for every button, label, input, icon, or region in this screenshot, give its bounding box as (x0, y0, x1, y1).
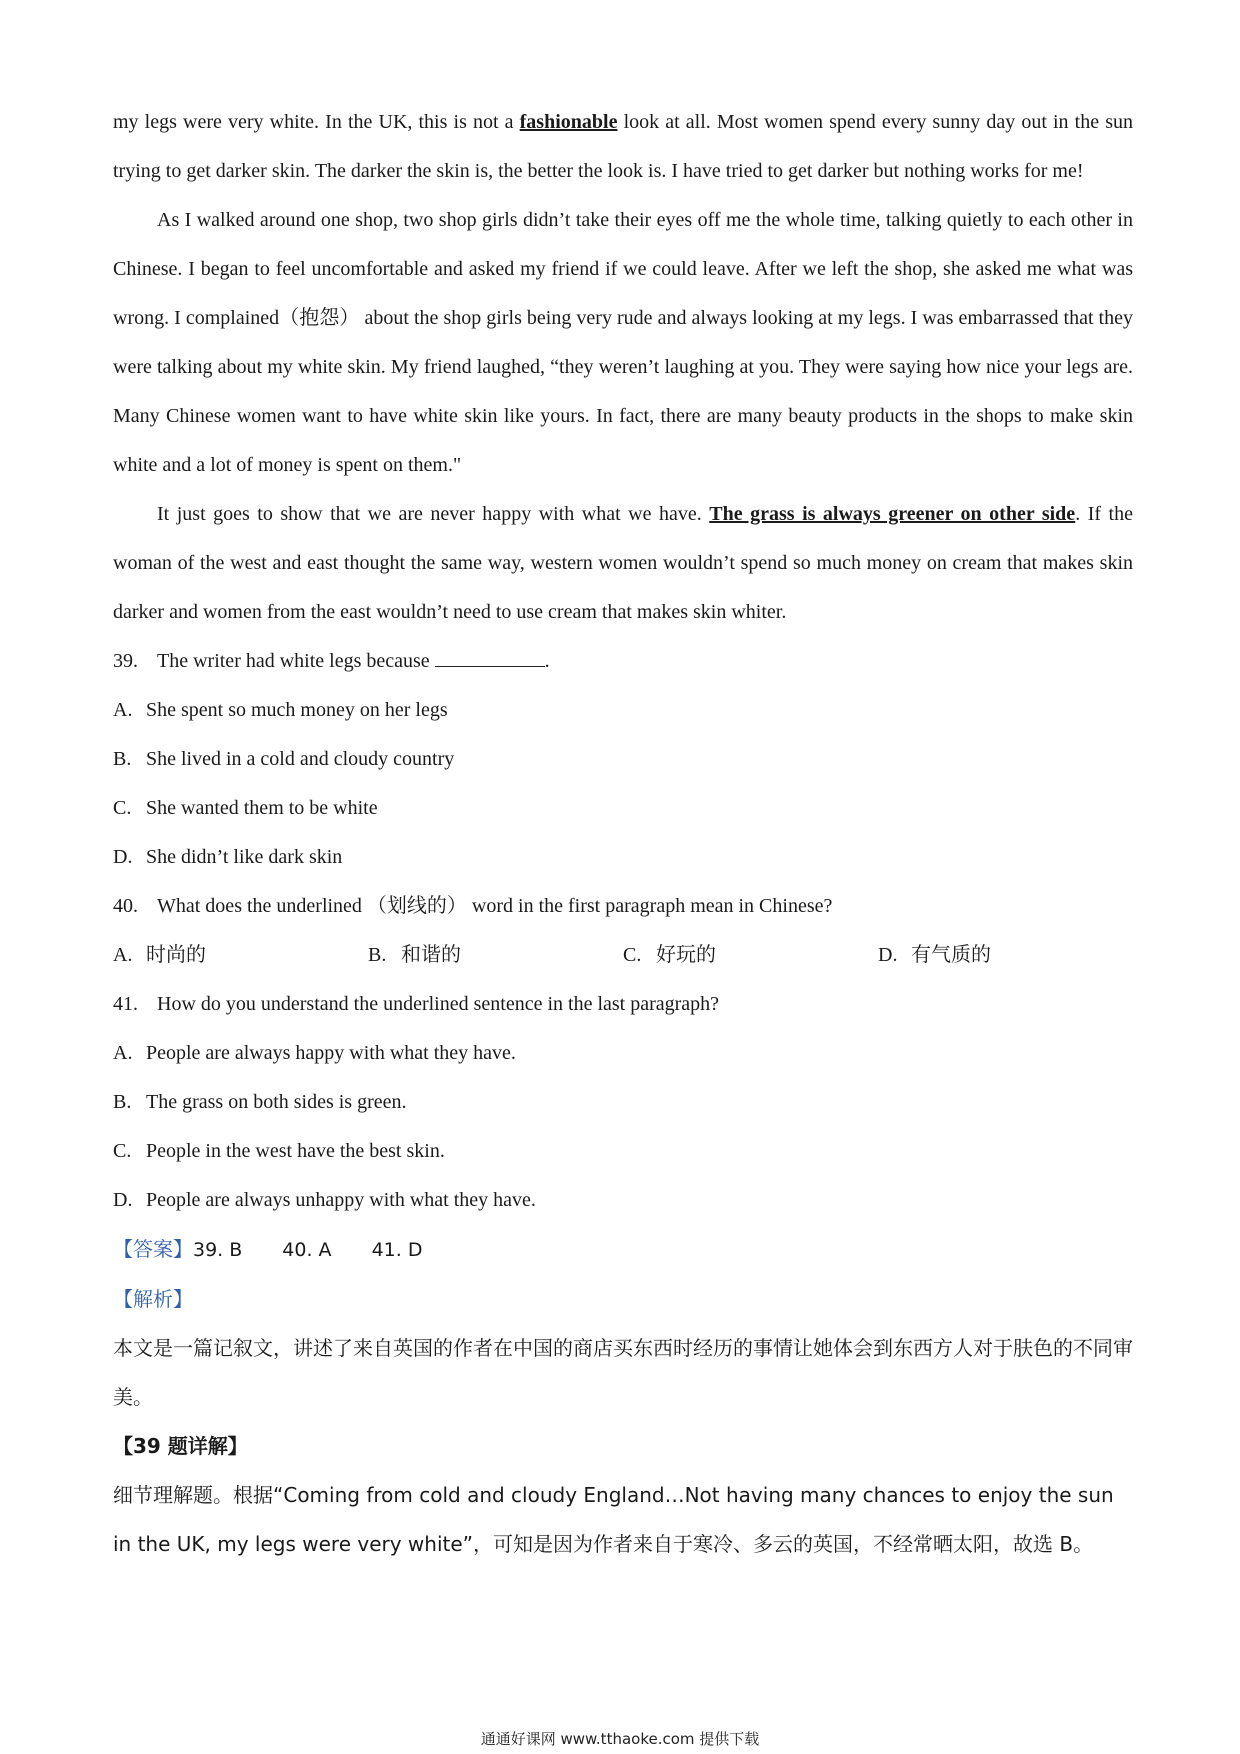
option-41-c: C. People in the west have the best skin. (113, 1140, 445, 1162)
option-39-b: B. She lived in a cold and cloudy country (113, 748, 455, 770)
options-40 (113, 931, 1133, 980)
question-40 (113, 882, 1133, 931)
question-39: 39. The writer had white legs because . (113, 637, 1133, 686)
question-text: How do you understand the underlined sentence in the last paragraph? (157, 993, 720, 1015)
passage-paragraph-1: my legs were very white. In the UK, this is not a fashionable look at all. Most women spend every sunny day out in the sun trying to get darker skin. The darker the skin is, the better the look is. I have tried to get darker but nothing works for me! (113, 111, 1133, 182)
answer-line (113, 1225, 1133, 1275)
question-number: 41. (113, 993, 138, 1015)
option-39-d: D. She didn’t like dark skin (113, 846, 343, 868)
option-40-a: A. 时尚的 (113, 944, 206, 966)
answer-blank (435, 648, 545, 667)
option-41-b: B. The grass on both sides is green. (113, 1091, 407, 1113)
answer-tag: 【答案】 (113, 1237, 193, 1261)
option-39-a: A. She spent so much money on her legs (113, 699, 448, 721)
passage-paragraph-3: It just goes to show that we are never happy with what we have. The grass is always greener on other side. If the woman of the west and east thought the same way, western women wouldn’t spend so much money on cream that makes skin darker and women from the east wouldn’t need to use cream that makes skin whiter. (113, 503, 1133, 623)
question-number: 40. (113, 895, 138, 917)
answer-39: 39. B (193, 1239, 243, 1261)
underlined-word: fashionable (519, 111, 618, 133)
analysis-tag: 【解析】 (113, 1287, 193, 1311)
option-41-a: A. People are always happy with what they have. (113, 1042, 516, 1064)
question-text: The writer had white legs because (157, 650, 430, 672)
question-41 (113, 980, 1133, 1029)
answer-41: 41. D (371, 1239, 423, 1261)
detail-text: 细节理解题。根据“Coming from cold and cloudy England…Not having many chances to enjoy the sun in the UK, my legs were very white”，可知是因为作者来自于寒冷、多云的英国，不经常晒太阳，故选 B。 (113, 1483, 1114, 1556)
option-41-d: D. People are always unhappy with what they have. (113, 1189, 536, 1211)
answer-40: 40. A (282, 1239, 332, 1261)
option-40-c: C. 好玩的 (623, 944, 716, 966)
option-40-d: D. 有气质的 (878, 944, 991, 966)
passage-paragraph-2: As I walked around one shop, two shop girls didn’t take their eyes off me the whole time, talking quietly to each other in Chinese. I began to feel uncomfortable and asked my friend if we could leave. After we left the shop, she asked me what was wrong. I complained（抱怨） about the shop girls being very rude and always looking at my legs. I was embarrassed that they were talking about my white skin. My friend laughed, “they weren’t laughing at you. They were saying how nice your legs are. Many Chinese women want to have white skin like yours. In fact, there are many beauty products in the shops to make skin white and a lot of money is spent on them." (113, 209, 1133, 476)
question-text: What does the underlined （划线的） word in the first paragraph mean in Chinese? (157, 895, 833, 917)
option-39-c: C. She wanted them to be white (113, 797, 378, 819)
detail-heading: 【39 题详解】 (113, 1434, 248, 1458)
question-number: 39. (113, 650, 138, 672)
document-page (113, 98, 1133, 1569)
analysis-summary: 本文是一篇记叙文，讲述了来自英国的作者在中国的商店买东西时经历的事情让她体会到东西方人对于肤色的不同审美。 (113, 1336, 1133, 1409)
underlined-sentence: The grass is always greener on other side (709, 503, 1076, 525)
page-footer: 通通好课网 www.tthaoke.com 提供下载 (480, 1730, 760, 1748)
option-40-b: B. 和谐的 (368, 944, 461, 966)
